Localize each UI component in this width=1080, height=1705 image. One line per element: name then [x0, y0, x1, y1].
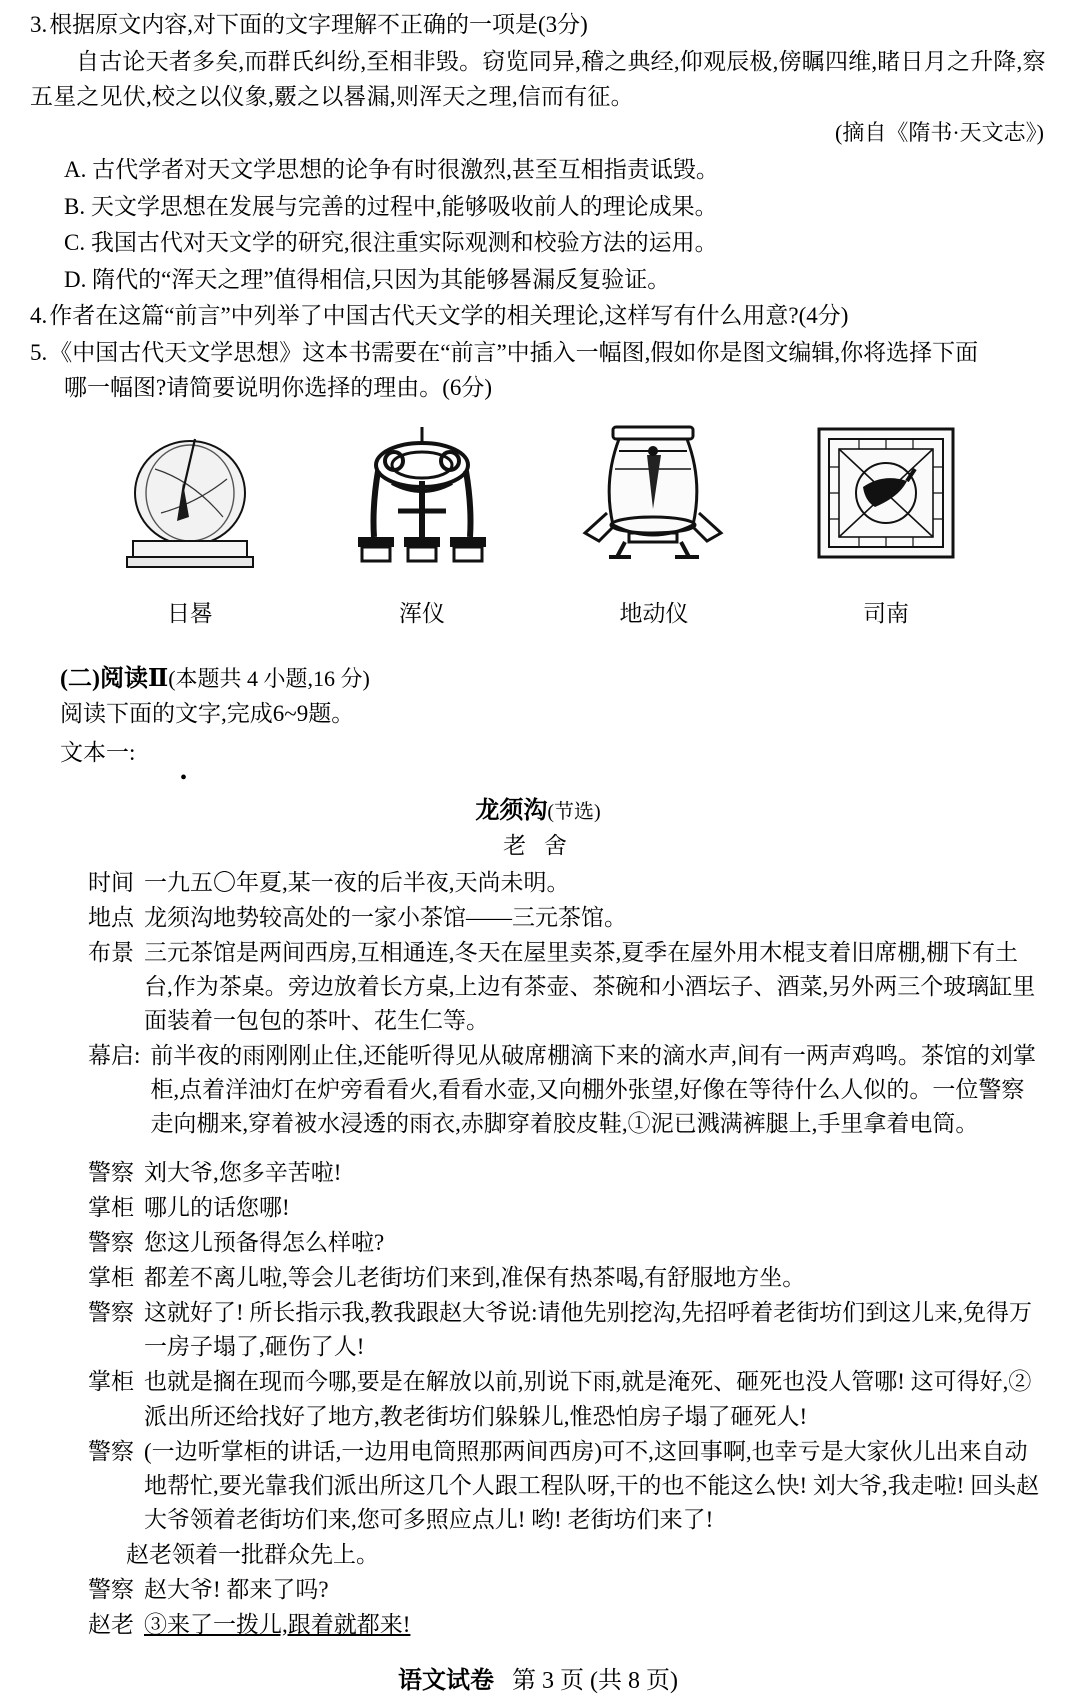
spacer: [30, 1142, 1046, 1156]
stage-row-time: [30, 866, 1046, 900]
dialogue-row-5: [30, 1296, 1046, 1364]
dialogue-line-6: 也就是搁在现而今哪,要是在解放以前,别说下雨,就是淹死、砸死也没人管哪! 这可得好,②派出所还给找好了地方,教老街坊们躲躲儿,惟恐怕房子塌了砸死人!: [144, 1369, 1032, 1429]
excerpt-title-note: (节选): [547, 801, 601, 824]
excerpt-author: 老 舍: [503, 833, 573, 859]
dialogue-speaker-3: 警察: [88, 1230, 134, 1256]
dialogue-line-2: 哪儿的话您哪!: [144, 1195, 290, 1221]
question-3-number: 3.: [30, 12, 48, 37]
question-5-number: 5.: [30, 339, 48, 365]
question-3-option-b: B. 天文学思想在发展与完善的过程中,能够吸收前人的理论成果。: [64, 193, 718, 219]
section-heading: [60, 658, 1046, 693]
dialogue-speaker-1: 警察: [88, 1160, 134, 1186]
question-3-source: (摘自《隋书·天文志》): [835, 120, 1044, 146]
question-3-option-d: D. 隋代的“浑天之理”值得相信,只因为其能够晷漏反复验证。: [64, 266, 671, 292]
dialogue-speaker-10: 赵老: [88, 1611, 134, 1637]
excerpt-title: [30, 790, 1046, 825]
figure-seismograph: [559, 421, 749, 628]
dialogue-line-10: ③来了一拨儿,跟着就都来!: [144, 1611, 411, 1637]
stage-label-setting: 布景: [88, 940, 134, 966]
stage-row-place: [30, 901, 1046, 935]
dialogue-row-2: [30, 1191, 1046, 1225]
figure-sundial-caption: 日晷: [167, 600, 213, 626]
page-footer: [30, 1660, 1046, 1695]
figure-sundial: [95, 421, 285, 628]
figure-row: [74, 421, 1002, 628]
dialogue-speaker-7: 警察: [88, 1438, 134, 1464]
figure-compass-caption: 司南: [863, 600, 909, 626]
question-5-stem: 《中国古代天文学思想》这本书需要在“前言”中插入一幅图,假如你是图文编辑,你将选择下面: [49, 339, 979, 365]
stage-text-setting: 三元茶馆是两间西房,互相通连,冬天在屋里卖茶,夏季在屋外用木棍支着旧席棚,棚下有土台,作为茶桌。旁边放着长方桌,上边有茶壶、茶碗和小酒坛子、酒菜,另外两三个玻璃缸里面装着一包包的茶叶、花生仁等。: [144, 940, 1036, 1034]
stage-label-place: 地点: [88, 905, 134, 931]
dialogue-speaker-4: 掌柜: [88, 1265, 134, 1291]
dialogue-speaker-9: 警察: [88, 1576, 134, 1602]
dialogue-line-5: 这就好了! 所长指示我,教我跟赵大爷说:请他先别挖沟,先招呼着老街坊们到这儿来,免得万一房子塌了,砸伤了人!: [144, 1300, 1033, 1360]
stage-text-place: 龙须沟地势较高处的一家小茶馆——三元茶馆。: [144, 905, 627, 931]
dialogue-line-3: 您这儿预备得怎么样啦?: [144, 1230, 385, 1256]
question-4: [30, 299, 1046, 332]
question-4-stem: 作者在这篇“前言”中列举了中国古代天文学的相关理论,这样写有什么用意?(4分): [49, 303, 849, 329]
question-3-passage: 自古论天者多矣,而群氏纠纷,至相非毁。窃览同异,稽之典经,仰观辰极,傍瞩四维,睹日月之升降,察五星之见伏,校之以仪象,覈之以晷漏,则浑天之理,信而有征。: [30, 49, 1046, 109]
stage-row-curtain: [30, 1039, 1046, 1141]
question-4-number: 4.: [30, 303, 48, 329]
dialogue-speaker-5: 警察: [88, 1300, 134, 1326]
stage-text-time: 一九五〇年夏,某一夜的后半夜,天尚未明。: [144, 870, 570, 896]
dialogue-speaker-8: [30, 1538, 116, 1572]
stray-dot-mark: •: [180, 767, 188, 790]
stage-label-curtain: 幕启:: [88, 1043, 141, 1069]
dialogue-speaker-6: 掌柜: [88, 1369, 134, 1395]
dialogue-row-6: [30, 1365, 1046, 1433]
dialogue-speaker-2: 掌柜: [88, 1195, 134, 1221]
dialogue-line-4: 都差不离儿啦,等会儿老街坊们来到,准保有热茶喝,有舒服地方坐。: [144, 1265, 806, 1291]
dialogue-row-3: [30, 1226, 1046, 1260]
footer-page: 第 3 页 (共 8 页): [512, 1667, 678, 1694]
seismograph-illustration: [559, 421, 749, 581]
armillary-sphere-illustration: [327, 421, 517, 581]
question-3-option-a: A. 古代学者对天文学思想的论争有时很激烈,甚至互相指责诋毁。: [64, 157, 719, 183]
sundial-illustration: [95, 421, 285, 581]
figure-compass: [791, 421, 981, 628]
figure-armillary: [327, 421, 517, 628]
compass-icon: [811, 421, 961, 581]
question-5: [30, 336, 1046, 369]
question-3: [30, 8, 1046, 41]
stage-text-curtain: 前半夜的雨刚刚止住,还能听得见从破席棚滴下来的滴水声,间有一两声鸡鸣。茶馆的刘掌柜,点着洋油灯在炉旁看看火,看看水壶,又向棚外张望,好像在等待什么人似的。一位警察走向棚来,穿着被水浸透的雨衣,赤脚穿着胶皮鞋,①泥已溅满裤腿上,手里拿着电筒。: [150, 1043, 1036, 1137]
compass-illustration: [791, 421, 981, 581]
question-3-option-c: C. 我国古代对天文学的研究,很注重实际观测和校验方法的运用。: [64, 230, 718, 256]
question-5-stem-line2: 哪一幅图?请简要说明你选择的理由。(6分): [64, 375, 493, 401]
dialogue-row-10: [30, 1608, 1046, 1642]
armillary-sphere-icon: [332, 421, 512, 581]
dialogue-row-1: [30, 1156, 1046, 1190]
dialogue-row-8: [30, 1538, 1046, 1572]
sundial-icon: [105, 421, 275, 581]
dialogue-line-1: 刘大爷,您多辛苦啦!: [144, 1160, 342, 1186]
dialogue-line-7: (一边听掌柜的讲话,一边用电筒照那两间西房)可不,这回事啊,也幸亏是大家伙儿出来自动地帮忙,要光靠我们派出所这几个人跟工程队呀,干的也不能这么快! 刘大爷,我走啦! 回头赵大爷领着老街坊们来,您可多照应点儿! 哟! 老街坊们来了!: [144, 1438, 1040, 1532]
figure-seismograph-caption: 地动仪: [619, 600, 689, 626]
seismograph-icon: [569, 421, 739, 581]
stage-label-time: 时间: [88, 870, 134, 896]
question-3-stem: 根据原文内容,对下面的文字理解不正确的一项是(3分): [49, 12, 588, 37]
dialogue-row-4: [30, 1261, 1046, 1295]
dialogue-line-8: 赵老领着一批群众先上。: [126, 1541, 379, 1567]
figure-armillary-caption: 浑仪: [399, 600, 445, 626]
section-heading-note: (本题共 4 小题,16 分): [168, 665, 370, 691]
dialogue-row-7: [30, 1435, 1046, 1537]
dialogue-line-9: 赵大爷! 都来了吗?: [144, 1576, 329, 1602]
excerpt-title-main: 龙须沟: [475, 798, 548, 825]
section-instruction: 阅读下面的文字,完成6~9题。: [60, 700, 355, 726]
section-heading-title: (二)阅读Ⅱ: [60, 665, 169, 692]
dialogue-row-9: [30, 1573, 1046, 1607]
footer-subject: 语文试卷: [398, 1667, 494, 1694]
stage-row-setting: [30, 936, 1046, 1038]
text-label: 文本一:: [60, 740, 136, 766]
